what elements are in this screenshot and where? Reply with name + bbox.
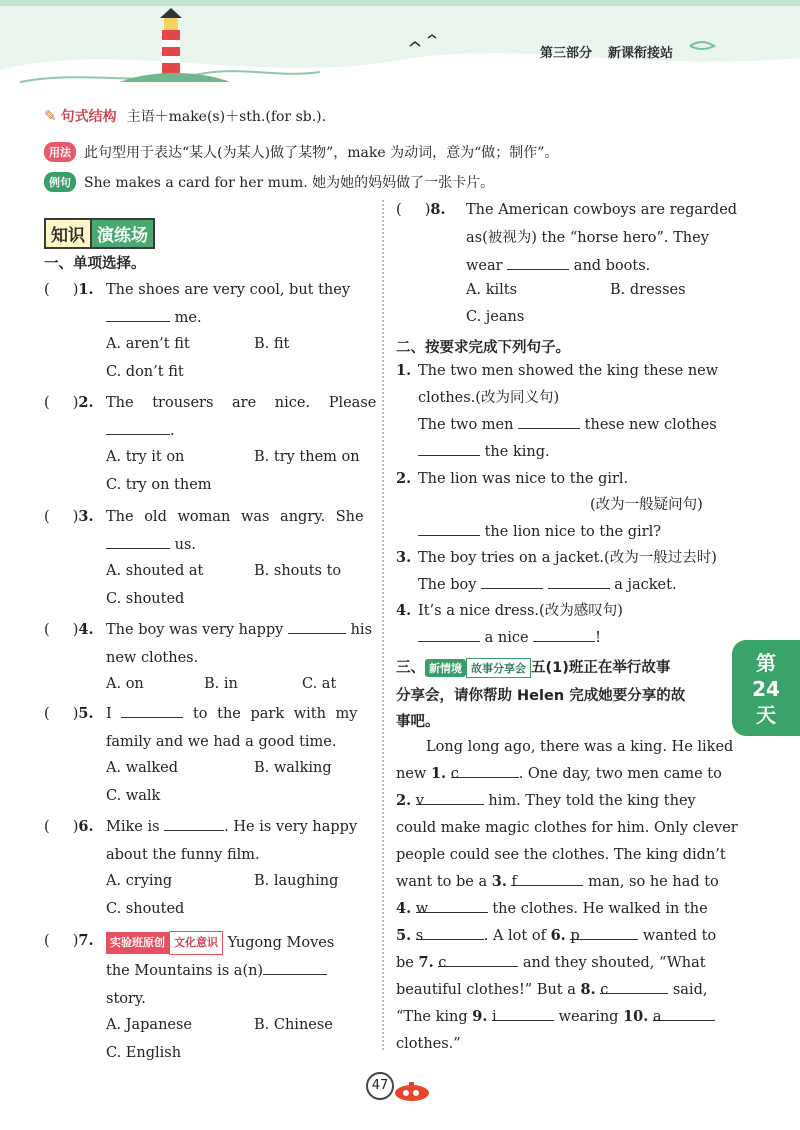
- section2-heading: 二、按要求完成下列句子。: [396, 340, 570, 356]
- usage-row: [44, 142, 558, 162]
- q2-option-b[interactable]: B. try them on: [254, 449, 360, 465]
- q1-option-b[interactable]: B. fit: [254, 336, 290, 352]
- q7-blank[interactable]: [263, 961, 327, 975]
- q5-option-a[interactable]: A. walked: [106, 760, 179, 776]
- s2-1-line2: clothes.(改为同义句): [418, 390, 560, 406]
- s2-2-line3: the lion nice to the girl?: [484, 524, 661, 540]
- s2-2-line1: The lion was nice to the girl.: [418, 471, 629, 487]
- blank-1-num: 1.: [430, 765, 447, 782]
- q5-option-b[interactable]: B. walking: [254, 760, 332, 776]
- q6-line1: Mike is: [106, 819, 160, 835]
- structure-text: 主语＋make(s)＋sth.(for sb.).: [126, 109, 327, 125]
- q3-num: 3.: [78, 508, 94, 525]
- blank-10[interactable]: a: [653, 1007, 715, 1021]
- blank-9-num: 9.: [472, 1008, 488, 1025]
- section1-heading: 一、单项选择。: [44, 256, 146, 272]
- example-label: 例句: [44, 172, 76, 192]
- q8-line3: wear: [466, 258, 503, 274]
- passage-l10b: said,: [672, 982, 708, 998]
- day-side-tab: [732, 640, 800, 736]
- q4-num: 4.: [78, 621, 94, 638]
- q8-option-c[interactable]: C. jeans: [466, 309, 525, 325]
- q7-tag-culture: 文化意识: [169, 931, 223, 955]
- example-row: [44, 172, 494, 192]
- q6-option-a[interactable]: A. crying: [106, 873, 173, 889]
- q2-num: 2.: [78, 394, 94, 411]
- passage-l10a: beautiful clothes!” But a: [396, 982, 576, 998]
- q3-option-c[interactable]: C. shouted: [106, 591, 185, 607]
- passage-line-5: people could see the clothes. The king didn’t: [396, 847, 726, 863]
- q7-option-b[interactable]: B. Chinese: [254, 1017, 333, 1033]
- q8-option-b[interactable]: B. dresses: [610, 282, 686, 298]
- q4-line1: The boy was very happy: [106, 622, 284, 638]
- section-badge: [44, 218, 155, 249]
- q6-option-c[interactable]: C. shouted: [106, 901, 185, 917]
- passage-l8b: . A lot of: [483, 928, 546, 944]
- blank-8[interactable]: c: [600, 980, 668, 994]
- passage-line-1: Long long ago, there was a king. He liked: [426, 739, 734, 755]
- q7-line3: story.: [106, 991, 146, 1007]
- page-header: [0, 0, 800, 92]
- blank-1[interactable]: c: [451, 764, 519, 778]
- blank-6[interactable]: p: [570, 926, 638, 940]
- structure-row: [44, 106, 326, 126]
- s2-1-blank-a[interactable]: [518, 415, 580, 429]
- blank-3[interactable]: f: [511, 872, 583, 886]
- q1-option-c[interactable]: C. don’t fit: [106, 364, 184, 380]
- passage-line-4: could make magic clothes for him. Only clever: [396, 820, 738, 836]
- blank-2-num: 2.: [396, 792, 412, 809]
- q4-blank[interactable]: [288, 620, 346, 634]
- q2-option-c[interactable]: C. try on them: [106, 477, 212, 493]
- q3-line2: us.: [174, 537, 196, 553]
- q5-line1-after: to the park with my: [192, 706, 358, 722]
- section3-heading: [396, 656, 670, 678]
- badge-part1: 知识: [44, 218, 92, 249]
- q8-line1: The American cowboys are regarded: [466, 202, 738, 218]
- q4-option-b[interactable]: B. in: [204, 676, 238, 692]
- header-title: [540, 42, 689, 61]
- passage-l3b: him. They told the king they: [488, 793, 696, 809]
- q1-blank[interactable]: [106, 308, 170, 322]
- s2-3-line2b: a jacket.: [614, 577, 677, 593]
- blank-4-num: 4.: [396, 900, 412, 917]
- column-divider: [382, 200, 384, 1050]
- blank-9[interactable]: i: [492, 1007, 554, 1021]
- s2-2-line2: (改为一般疑问句): [590, 497, 703, 513]
- blank-8-num: 8.: [580, 981, 596, 998]
- q5-line2: family and we had a good time.: [106, 734, 337, 750]
- s3-tag-story: 故事分享会: [466, 658, 531, 678]
- s3-prefix: 三、: [396, 660, 425, 676]
- pencil-icon: ✎: [44, 107, 57, 125]
- q2-line2: .: [170, 423, 175, 439]
- q6-line1-after: . He is very happy: [224, 819, 358, 835]
- sidetab-line1: 第: [756, 651, 776, 675]
- blank-4[interactable]: w: [416, 899, 488, 913]
- q7-option-a[interactable]: A. Japanese: [106, 1017, 193, 1033]
- submarine-icon: [392, 1080, 434, 1104]
- usage-label: 用法: [44, 142, 76, 162]
- blank-10-num: 10.: [623, 1008, 649, 1025]
- s2-1-line4: the king.: [484, 444, 550, 460]
- s2-4-line1: It’s a nice dress.(改为感叹句): [418, 603, 623, 619]
- q5-option-c[interactable]: C. walk: [106, 788, 161, 804]
- passage-l9a: be: [396, 955, 414, 971]
- q3-blank[interactable]: [106, 535, 170, 549]
- s2-1-blank-b[interactable]: [418, 442, 480, 456]
- q3-line1: The old woman was angry. She: [106, 509, 364, 525]
- blank-7-num: 7.: [418, 954, 434, 971]
- q8-option-a[interactable]: A. kilts: [466, 282, 518, 298]
- badge-part2: 演练场: [92, 218, 155, 249]
- s2-2-num: 2.: [396, 470, 412, 487]
- q6-num: 6.: [78, 818, 94, 835]
- passage-l8c: wanted to: [642, 928, 717, 944]
- q3-option-b[interactable]: B. shouts to: [254, 563, 342, 579]
- q1-line2: me.: [174, 310, 202, 326]
- q2-blank[interactable]: [106, 421, 170, 435]
- structure-label: 句式结构: [60, 109, 117, 125]
- q7-num: 7.: [78, 932, 94, 949]
- q4-line2: new clothes.: [106, 650, 199, 666]
- q5-blank[interactable]: [121, 704, 183, 718]
- q7-line1: Yugong Moves: [227, 935, 335, 951]
- q1-option-a[interactable]: A. aren’t fit: [106, 336, 190, 352]
- q5-line1: I: [106, 706, 112, 722]
- q6-option-b[interactable]: B. laughing: [254, 873, 339, 889]
- blank-5-num: 5.: [396, 927, 412, 944]
- q6-line2: about the funny film.: [106, 847, 260, 863]
- header-section: 新课衔接站: [608, 46, 674, 61]
- q5-num: 5.: [78, 705, 94, 722]
- s2-4-line2a: a nice: [484, 630, 529, 646]
- s2-3-blank-b[interactable]: [548, 575, 610, 589]
- passage-l6a: want to be a: [396, 874, 488, 890]
- blank-5[interactable]: s: [416, 926, 484, 940]
- s2-1-num: 1.: [396, 362, 412, 379]
- q7-line2: the Mountains is a(n): [106, 963, 264, 979]
- blank-2[interactable]: v: [416, 791, 484, 805]
- s2-3-num: 3.: [396, 549, 412, 566]
- s2-4-num: 4.: [396, 602, 412, 619]
- q8-num: 8.: [430, 201, 446, 218]
- passage-l6b: man, so he had to: [588, 874, 719, 890]
- blank-6-num: 6.: [550, 927, 566, 944]
- blank-7[interactable]: c: [438, 953, 518, 967]
- q7-option-c[interactable]: C. English: [106, 1045, 182, 1061]
- blank-3-num: 3.: [491, 873, 507, 890]
- s2-3-line2a: The boy: [418, 577, 477, 593]
- q8-line3-after: and boots.: [573, 258, 651, 274]
- s2-2-blank[interactable]: [418, 522, 480, 536]
- q8-blank[interactable]: [507, 256, 569, 270]
- passage-line-12: clothes.”: [396, 1036, 461, 1052]
- passage-l2b: . One day, two men came to: [518, 766, 722, 782]
- q8-line2: as(被视为) the “horse hero”. They: [466, 230, 709, 246]
- q2-line1: The trousers are nice. Please: [106, 395, 377, 411]
- s3-heading-line2: 分享会，请你帮助 Helen 完成她要分享的故: [396, 688, 686, 704]
- q4-option-c[interactable]: C. at: [302, 676, 337, 692]
- q4-option-a[interactable]: A. on: [106, 676, 144, 692]
- s3-tag-new: 新情境: [425, 659, 466, 677]
- q3-option-a[interactable]: A. shouted at: [106, 563, 204, 579]
- s2-3-line1: The boy tries on a jacket.(改为一般过去时): [418, 550, 717, 566]
- q4-line1-after: his: [350, 622, 373, 638]
- s3-heading-line3: 事吧。: [396, 714, 440, 730]
- page-number: 47: [366, 1072, 394, 1100]
- q6-blank[interactable]: [164, 817, 224, 831]
- passage-l2a: new: [396, 766, 427, 782]
- s2-1-line3b: these new clothes: [584, 417, 717, 433]
- q1-line1: The shoes are very cool, but they: [106, 282, 351, 298]
- usage-text: 此句型用于表达“某人(为某人)做了某物”，make 为动词，意为“做；制作”。: [84, 145, 559, 161]
- sidetab-line2: 24: [752, 677, 780, 701]
- passage-l7b: the clothes. He walked in the: [492, 901, 708, 917]
- s2-3-blank-a[interactable]: [481, 575, 543, 589]
- example-text: She makes a card for her mum. 她为她的妈妈做了一张卡片。: [84, 175, 495, 191]
- s3-heading-rest: 五(1)班正在举行故事: [531, 660, 671, 676]
- sidetab-line3: 天: [756, 703, 776, 727]
- s2-1-line1: The two men showed the king these new: [418, 363, 719, 379]
- q7-tag-original: 实验班原创: [106, 932, 169, 954]
- s2-4-blank-a[interactable]: [418, 628, 480, 642]
- q1-num: 1.: [78, 281, 94, 298]
- passage-l11b: wearing: [558, 1009, 619, 1025]
- s2-1-line3a: The two men: [418, 417, 514, 433]
- header-part: 第三部分: [540, 46, 593, 61]
- passage-l11a: “The king: [396, 1009, 468, 1025]
- s2-4-line2b: !: [595, 630, 601, 646]
- s2-4-blank-b[interactable]: [533, 628, 595, 642]
- q2-option-a[interactable]: A. try it on: [106, 449, 185, 465]
- passage-l9b: and they shouted, “What: [522, 955, 706, 971]
